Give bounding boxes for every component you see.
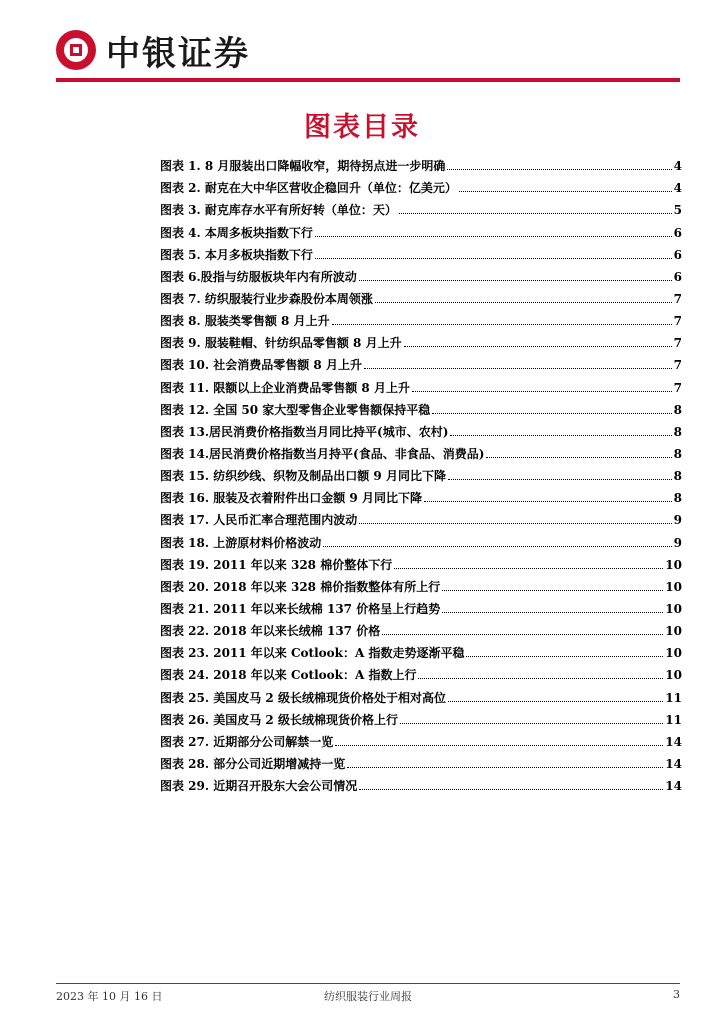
toc-entry[interactable]	[160, 772, 682, 794]
toc-entry[interactable]	[160, 683, 682, 705]
toc-dot-leader	[315, 236, 672, 237]
toc-entry-page: 5	[673, 203, 682, 218]
toc-entry[interactable]	[160, 174, 682, 196]
toc-dot-leader	[448, 701, 663, 702]
toc-entry[interactable]	[160, 307, 682, 329]
footer-page-number: 3	[673, 988, 680, 1001]
toc-entry-page: 8	[673, 424, 682, 439]
toc-entry[interactable]	[160, 241, 682, 263]
toc-entry-title: 图表 2. 耐克在大中华区营收企稳回升（单位：亿美元）	[160, 181, 457, 196]
toc-dot-leader	[418, 678, 663, 679]
toc-entry-page: 8	[673, 491, 682, 506]
toc-entry-title: 图表 19. 2011 年以来 328 棉价整体下行	[160, 557, 393, 572]
toc-entry-title: 图表 11. 限额以上企业消费品零售额 8 月上升	[160, 380, 410, 395]
toc-entry-page: 10	[665, 579, 682, 594]
toc-entry[interactable]	[160, 595, 682, 617]
toc-entry-title: 图表 12. 全国 50 家大型零售企业零售额保持平稳	[160, 402, 431, 417]
toc-entry[interactable]	[160, 440, 682, 462]
toc-entry-title: 图表 15. 纺织纱线、织物及制品出口额 9 月同比下降	[160, 469, 446, 484]
toc-entry-title: 图表 13.居民消费价格指数当月同比持平(城市、农村)	[160, 424, 449, 439]
toc-entry-page: 10	[665, 601, 682, 616]
toc-list	[160, 152, 682, 794]
toc-dot-leader	[315, 258, 672, 259]
toc-entry-title: 图表 18. 上游原材料价格波动	[160, 535, 322, 550]
toc-entry-title: 图表 25. 美国皮马 2 级长绒棉现货价格处于相对高位	[160, 690, 446, 705]
toc-entry-page: 7	[673, 314, 682, 329]
toc-dot-leader	[382, 634, 663, 635]
footer-report-title: 纺织服装行业周报	[324, 990, 412, 1003]
toc-entry[interactable]	[160, 484, 682, 506]
toc-entry-page: 7	[673, 291, 682, 306]
toc-entry-title: 图表 29. 近期召开股东大会公司情况	[160, 779, 358, 794]
toc-entry[interactable]	[160, 196, 682, 218]
toc-entry[interactable]	[160, 750, 682, 772]
toc-entry[interactable]	[160, 373, 682, 395]
toc-title: 图表目录	[304, 112, 420, 143]
toc-entry-page: 9	[673, 535, 682, 550]
toc-entry-page: 4	[673, 181, 682, 196]
toc-dot-leader	[400, 723, 663, 724]
toc-dot-leader	[359, 523, 671, 524]
toc-entry[interactable]	[160, 506, 682, 528]
toc-entry[interactable]	[160, 418, 682, 440]
toc-entry[interactable]	[160, 706, 682, 728]
page-header	[56, 24, 250, 76]
toc-entry-page: 10	[665, 557, 682, 572]
toc-dot-leader	[448, 479, 672, 480]
toc-dot-leader	[442, 612, 663, 613]
toc-entry-title: 图表 9. 服装鞋帽、针纺织品零售额 8 月上升	[160, 336, 402, 351]
toc-entry[interactable]	[160, 152, 682, 174]
toc-entry-title: 图表 8. 服装类零售额 8 月上升	[160, 314, 330, 329]
toc-dot-leader	[486, 457, 671, 458]
toc-entry-page: 8	[673, 446, 682, 461]
toc-entry[interactable]	[160, 351, 682, 373]
toc-entry-title: 图表 4. 本周多板块指数下行	[160, 225, 313, 240]
page-footer	[56, 988, 680, 1004]
toc-entry-page: 14	[665, 756, 682, 771]
toc-entry[interactable]	[160, 218, 682, 240]
toc-entry-title: 图表 28. 部分公司近期增减持一览	[160, 756, 346, 771]
toc-dot-leader	[412, 391, 672, 392]
toc-dot-leader	[466, 656, 663, 657]
toc-dot-leader	[364, 368, 672, 369]
toc-dot-leader	[332, 324, 672, 325]
toc-entry-title: 图表 16. 服装及衣着附件出口金额 9 月同比下降	[160, 491, 422, 506]
toc-entry-title: 图表 10. 社会消费品零售额 8 月上升	[160, 358, 362, 373]
toc-entry-title: 图表 1. 8 月服装出口降幅收窄，期待拐点进一步明确	[160, 159, 446, 174]
toc-dot-leader	[450, 435, 671, 436]
toc-entry-page: 11	[665, 712, 682, 727]
toc-dot-leader	[323, 546, 671, 547]
toc-entry[interactable]	[160, 285, 682, 307]
toc-dot-leader	[347, 767, 663, 768]
toc-entry-page: 8	[673, 402, 682, 417]
toc-dot-leader	[424, 501, 672, 502]
toc-entry[interactable]	[160, 396, 682, 418]
toc-entry[interactable]	[160, 462, 682, 484]
toc-entry-page: 11	[665, 690, 682, 705]
toc-dot-leader	[442, 590, 663, 591]
toc-entry[interactable]	[160, 573, 682, 595]
toc-dot-leader	[394, 568, 663, 569]
toc-entry-page: 7	[673, 358, 682, 373]
toc-entry-page: 6	[673, 225, 682, 240]
toc-entry-page: 8	[673, 469, 682, 484]
toc-entry[interactable]	[160, 639, 682, 661]
toc-entry[interactable]	[160, 528, 682, 550]
toc-dot-leader	[359, 280, 672, 281]
header-divider	[56, 78, 680, 82]
toc-dot-leader	[359, 789, 663, 790]
toc-dot-leader	[335, 745, 663, 746]
toc-entry-title: 图表 21. 2011 年以来长绒棉 137 价格呈上行趋势	[160, 601, 441, 616]
toc-entry-title: 图表 7. 纺织服装行业步森股份本周领涨	[160, 291, 373, 306]
toc-entry-title: 图表 6.股指与纺服板块年内有所波动	[160, 269, 357, 284]
toc-entry-page: 6	[673, 269, 682, 284]
toc-entry-title: 图表 5. 本月多板块指数下行	[160, 247, 313, 262]
toc-entry-page: 9	[673, 513, 682, 528]
toc-entry-page: 7	[673, 336, 682, 351]
bank-of-china-logo-icon	[56, 30, 96, 70]
toc-dot-leader	[447, 169, 671, 170]
toc-dot-leader	[404, 346, 672, 347]
toc-entry[interactable]	[160, 551, 682, 573]
footer-date: 2023 年 10 月 16 日	[56, 990, 163, 1003]
toc-entry-title: 图表 3. 耐克库存水平有所好转（单位：天）	[160, 203, 397, 218]
toc-entry-title: 图表 20. 2018 年以来 328 棉价指数整体有所上行	[160, 579, 441, 594]
toc-entry-title: 图表 26. 美国皮马 2 级长绒棉现货价格上行	[160, 712, 398, 727]
toc-dot-leader	[399, 213, 672, 214]
toc-entry[interactable]	[160, 661, 682, 683]
toc-entry-page: 10	[665, 646, 682, 661]
toc-entry-title: 图表 27. 近期部分公司解禁一览	[160, 734, 334, 749]
toc-entry[interactable]	[160, 263, 682, 285]
toc-entry-title: 图表 24. 2018 年以来 Cotlook：A 指数上行	[160, 668, 417, 683]
toc-entry[interactable]	[160, 329, 682, 351]
toc-entry-page: 10	[665, 624, 682, 639]
toc-dot-leader	[459, 191, 672, 192]
toc-entry-page: 14	[665, 734, 682, 749]
toc-entry-page: 14	[665, 779, 682, 794]
toc-entry-page: 7	[673, 380, 682, 395]
toc-entry-page: 4	[673, 159, 682, 174]
toc-dot-leader	[375, 302, 672, 303]
toc-entry-page: 6	[673, 247, 682, 262]
toc-entry[interactable]	[160, 728, 682, 750]
toc-entry-page: 10	[665, 668, 682, 683]
toc-dot-leader	[432, 413, 671, 414]
footer-divider	[56, 983, 680, 984]
toc-entry-title: 图表 14.居民消费价格指数当月持平(食品、非食品、消费品)	[160, 446, 485, 461]
toc-entry-title: 图表 22. 2018 年以来长绒棉 137 价格	[160, 624, 381, 639]
toc-entry-title: 图表 17. 人民币汇率合理范围内波动	[160, 513, 358, 528]
toc-entry-title: 图表 23. 2011 年以来 Cotlook：A 指数走势逐渐平稳	[160, 646, 465, 661]
brand-name: 中银证券	[106, 33, 250, 74]
toc-entry[interactable]	[160, 617, 682, 639]
